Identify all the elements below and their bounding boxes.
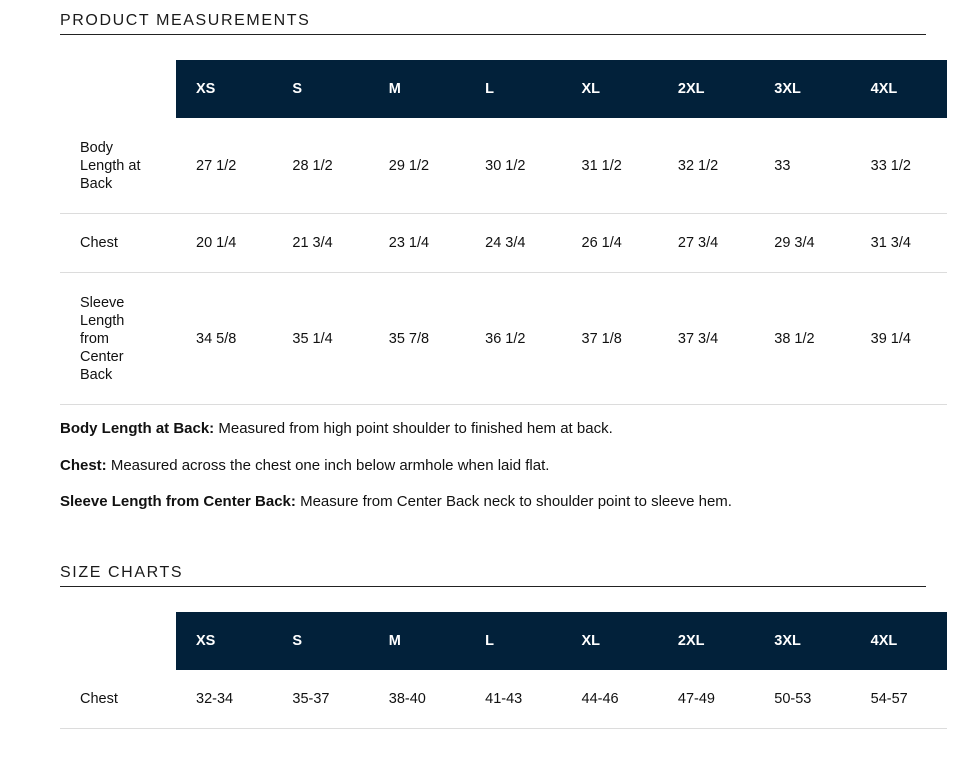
note-term: Chest: [60,457,107,474]
size-chart-title: SIZE CHARTS [60,564,184,581]
table-cell: 24 3/4 [485,235,526,251]
table-cell: 44-46 [581,691,619,707]
table-cell: 38 1/2 [774,330,815,347]
size-header: XS [196,633,216,649]
note-body-length [60,420,613,437]
table-row [60,118,947,214]
size-chart-header-row [60,612,947,670]
note-text: Measured across the chest one inch below armhole when laid flat. [106,457,550,474]
table-cell: 39 1/4 [870,330,911,347]
measurements-title: PRODUCT MEASUREMENTS [60,12,311,29]
note-text: Measure from Center Back neck to shoulder point to sleeve hem. [295,493,732,510]
table-cell: 35 7/8 [388,330,430,347]
table-cell: 38-40 [388,691,426,707]
table-cell: 33 [774,157,791,174]
size-chart-header [176,612,947,670]
table-cell: 34 5/8 [196,330,237,347]
table-cell: 23 1/4 [388,235,430,251]
size-header: 3XL [774,81,801,97]
size-header: XL [581,81,601,97]
table-cell: 26 1/4 [581,235,622,251]
size-header: M [388,633,401,649]
measurements-divider [60,34,926,35]
table-cell: 33 1/2 [870,157,911,174]
table-cell: 28 1/2 [292,157,333,174]
size-chart-table [60,612,947,729]
table-cell: 21 3/4 [292,235,333,251]
table-cell: 47-49 [677,691,715,707]
row-label: Sleeve Length from Center Back [80,294,125,383]
table-cell: 32-34 [196,691,234,707]
size-header: M [388,81,401,97]
note-term: Sleeve Length from Center Back: [60,493,296,510]
table-cell: 31 1/2 [581,157,622,174]
table-row [60,214,947,273]
table-row [60,670,947,729]
size-header: S [292,633,303,649]
table-cell: 36 1/2 [485,330,526,347]
table-cell: 32 1/2 [677,157,719,174]
table-cell: 30 1/2 [485,157,526,174]
size-header: 4XL [870,81,898,97]
table-cell: 31 3/4 [870,235,911,251]
row-label: Chest [80,235,118,251]
size-header: XS [196,81,216,97]
table-cell: 20 1/4 [196,235,237,251]
note-term: Body Length at Back: [60,420,215,437]
size-header: 4XL [870,633,898,649]
size-header: 2XL [677,633,705,649]
note-sleeve-length [60,493,732,510]
table-cell: 29 3/4 [774,235,815,251]
table-cell: 29 1/2 [388,157,430,174]
table-cell: 50-53 [774,691,812,707]
row-label: Chest [80,691,118,707]
measurements-header-row [60,60,947,118]
table-cell: 37 3/4 [677,330,719,347]
size-chart-divider [60,586,926,587]
table-cell: 35-37 [292,691,330,707]
note-text: Measured from high point shoulder to finished hem at back. [214,420,613,437]
size-header: L [485,633,494,649]
size-header: 3XL [774,633,801,649]
size-header: 2XL [677,81,705,97]
note-chest [60,457,549,474]
table-cell: 41-43 [485,691,523,707]
size-header: S [292,81,303,97]
table-row [60,273,947,405]
table-cell: 54-57 [870,691,908,707]
table-cell: 27 1/2 [196,157,237,174]
size-header: XL [581,633,601,649]
measurements-table [60,60,947,405]
table-cell: 35 1/4 [292,330,333,347]
table-cell: 37 1/8 [581,330,622,347]
table-cell: 27 3/4 [677,235,719,251]
row-label: Body Length at Back [80,139,141,192]
size-header: L [485,81,494,97]
measurements-header [176,60,947,118]
